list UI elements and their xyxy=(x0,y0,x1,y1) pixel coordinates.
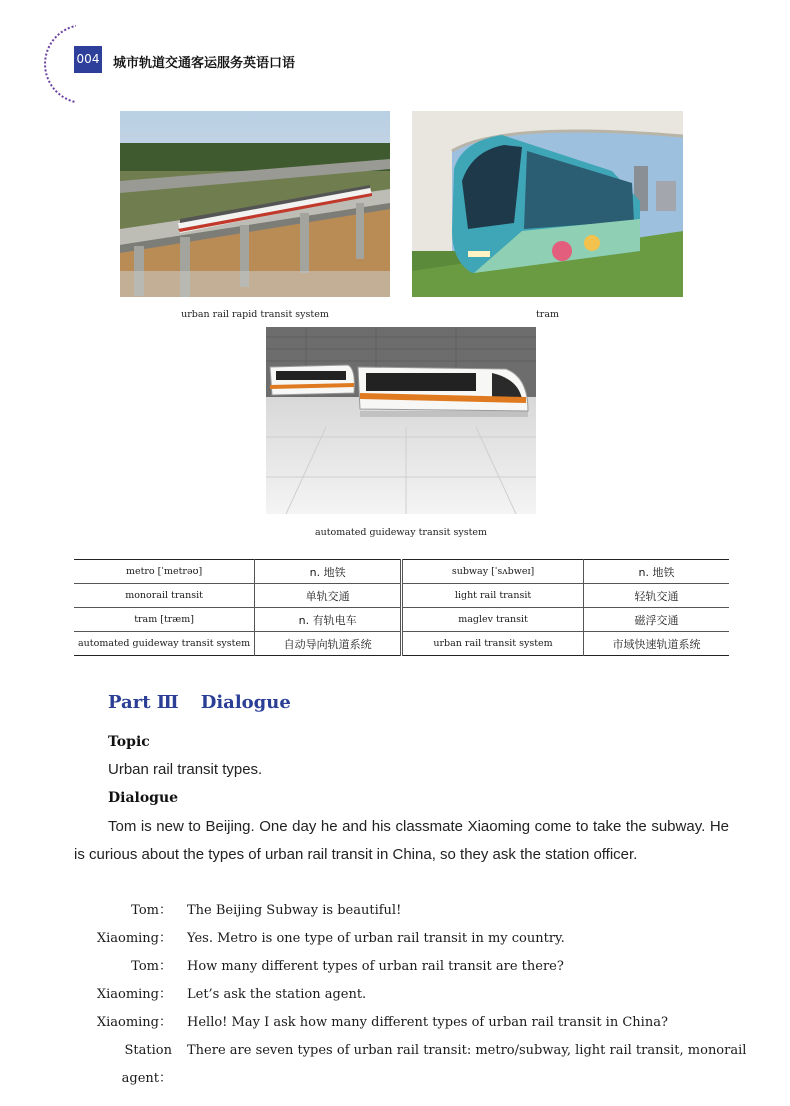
table-row xyxy=(74,632,729,656)
figure-caption-agt: automated guideway transit system xyxy=(314,527,488,538)
vocab-term: urban rail transit system xyxy=(402,632,584,656)
speaker: Xiaoming： xyxy=(96,931,172,946)
dialogue-line xyxy=(74,925,734,953)
dialogue-intro: Tom is new to Beijing. One day he and his classmate Xiaoming come to take the subway. He is curious about the types of urban rail transit in China, so they ask the station officer. xyxy=(74,818,729,863)
vocab-translation: n. 有轨电车 xyxy=(255,608,402,632)
vocabulary-table xyxy=(74,559,729,656)
dialogue-line xyxy=(74,953,734,981)
agt-photo xyxy=(266,327,536,514)
section-title: Dialogue xyxy=(200,692,291,713)
utterance: Yes. Metro is one type of urban rail transit in my country. xyxy=(187,931,565,946)
vocab-translation: n. 地铁 xyxy=(584,560,730,584)
rapid-transit-photo xyxy=(120,111,390,297)
tram-photo xyxy=(412,111,683,297)
vocab-translation: 磁浮交通 xyxy=(584,608,730,632)
vocab-term: light rail transit xyxy=(402,584,584,608)
vocab-term: monorail transit xyxy=(74,584,255,608)
topic-heading: Topic xyxy=(108,734,150,750)
dialogue-line xyxy=(74,1009,734,1037)
dialogue-line xyxy=(74,897,734,925)
table-row xyxy=(74,560,729,584)
speaker: Tom： xyxy=(131,903,172,918)
section-heading xyxy=(108,692,291,713)
vocab-translation: 单轨交通 xyxy=(255,584,402,608)
table-row xyxy=(74,584,729,608)
dialogue-line xyxy=(74,1037,747,1086)
speaker: Station agent： xyxy=(121,1043,172,1086)
vocab-term: automated guideway transit system xyxy=(74,632,255,656)
page-number: 004 xyxy=(74,46,102,73)
book-title: 城市轨道交通客运服务英语口语 xyxy=(113,56,296,71)
utterance: The Beijing Subway is beautiful! xyxy=(187,903,402,918)
vocab-term: maglev transit xyxy=(402,608,584,632)
dialogue-line xyxy=(74,981,734,1009)
dialogue-heading: Dialogue xyxy=(108,790,179,806)
vocab-term: subway [ˈsʌbweɪ] xyxy=(402,560,584,584)
utterance: Hello! May I ask how many different types of urban rail transit in China? xyxy=(187,1015,668,1030)
vocab-translation: 轻轨交通 xyxy=(584,584,730,608)
speaker: Xiaoming： xyxy=(96,1015,172,1030)
utterance: Let’s ask the station agent. xyxy=(187,987,367,1002)
speaker: Xiaoming： xyxy=(96,987,172,1002)
vocab-translation: n. 地铁 xyxy=(255,560,402,584)
vocab-term: metro [ˈmetrəʊ] xyxy=(74,560,255,584)
speaker: Tom： xyxy=(131,959,172,974)
section-label: Part Ⅲ xyxy=(108,692,179,713)
utterance: There are seven types of urban rail transit: metro/subway, light rail transit, monorail xyxy=(187,1043,747,1058)
vocab-translation: 市域快速轨道系统 xyxy=(584,632,730,656)
vocab-term: tram [træm] xyxy=(74,608,255,632)
figure-caption-tram: tram xyxy=(535,309,560,320)
utterance: How many different types of urban rail transit are there? xyxy=(187,959,564,974)
topic-text: Urban rail transit types. xyxy=(108,761,263,778)
figure-caption-rapid-transit: urban rail rapid transit system xyxy=(181,309,329,320)
table-row xyxy=(74,608,729,632)
vocab-translation: 自动导向轨道系统 xyxy=(255,632,402,656)
